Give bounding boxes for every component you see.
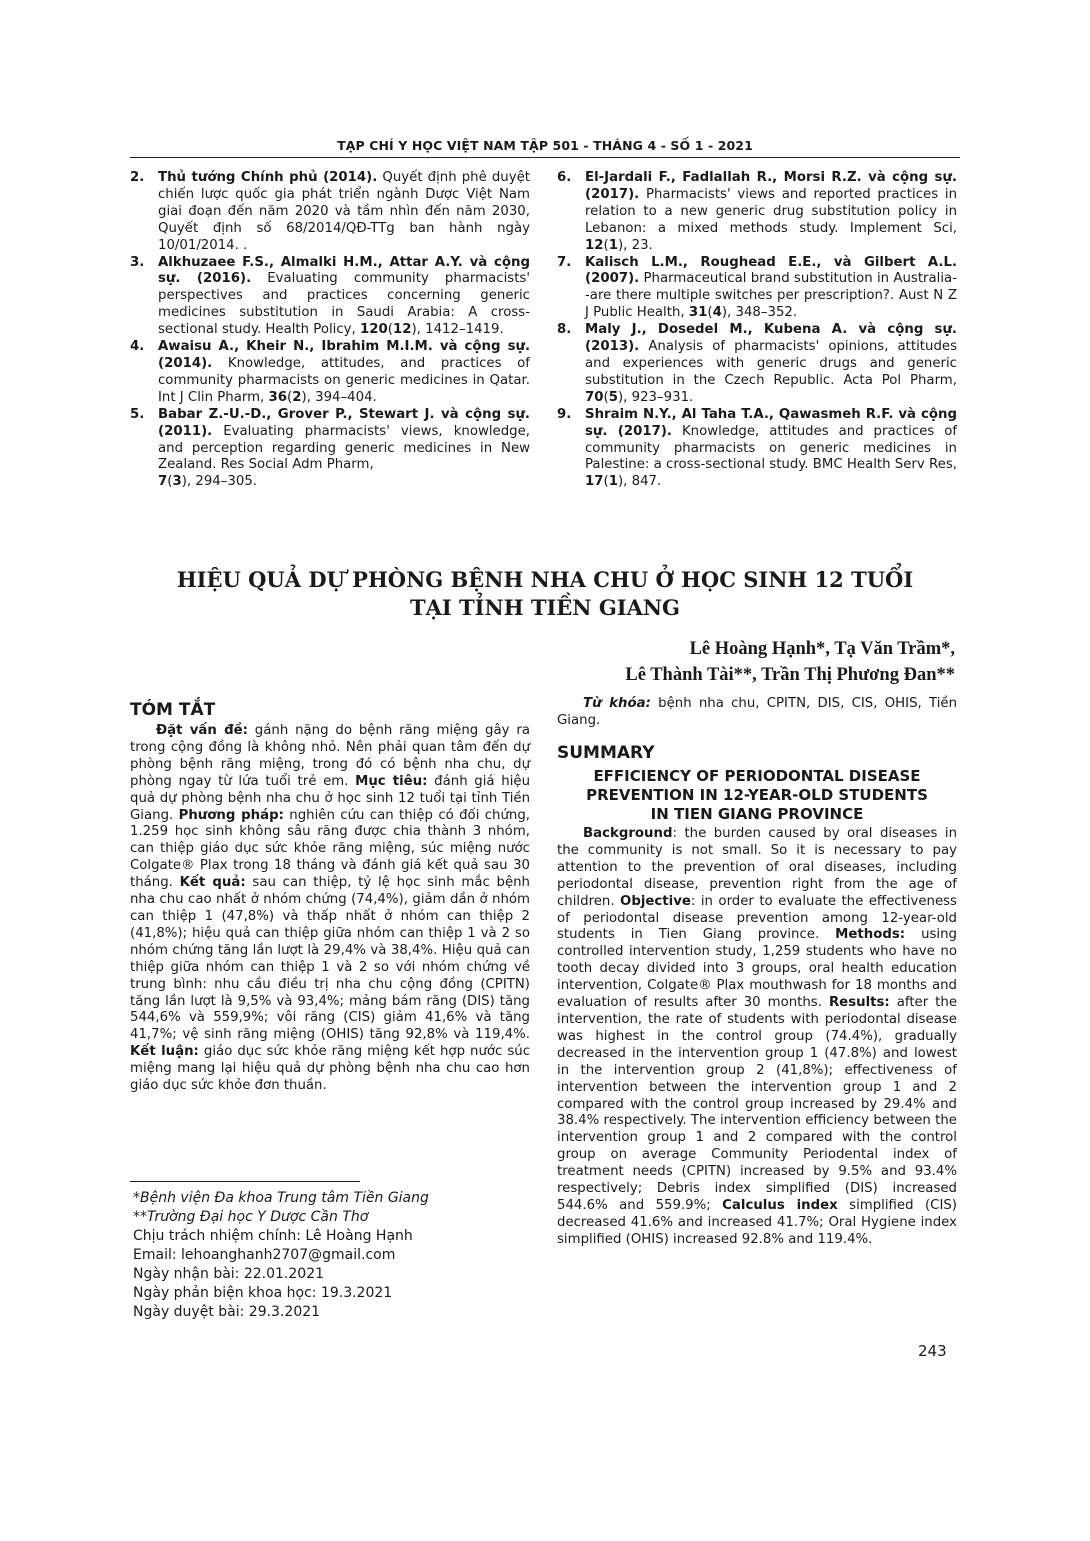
reference-text: Knowledge, attitudes and practices of community pharmacists on generic medicines in Palestine: a cross-sectional study. BMC Health Serv Res, <box>585 423 958 473</box>
summary-text: after the intervention, the rate of students with periodontal disease was highest in the control group (74.4%), gradually decreased in the intervention group 1 (47.8%) and lowest in the intervention group 2 (41,8%); effectiveness of intervention between the intervention group 1 and 2 compared with the control group increased by 29.4% and 38.4% respectively. The intervention efficiency between the intervention group 1 and 2 compared with the control group on average Community Periodental index of treatment needs (CPITN) increased by 9.5% and 93.4% respectively; Debris index simplified (DIS) increased 544.6% and 559.9%; <box>557 995 957 1213</box>
received-date: Ngày nhận bài: 22.01.2021 <box>133 1266 325 1282</box>
reference-number: 3. <box>130 254 145 270</box>
reference-number: 2. <box>130 170 145 185</box>
header-rule <box>130 157 960 158</box>
reference-issue: 3 <box>172 474 182 490</box>
reference-number: 7. <box>557 254 572 270</box>
reference-item: 6. El-Jardali F., Fadlallah R., Morsi R.Z. và cộng sự. (2017). Pharmacists' views and reported practices in relation to a new generic drug substitution policy in Lebanon: a mixed methods study. Implement Sci, 12(1), 23. <box>557 170 958 253</box>
article-title <box>140 566 950 622</box>
footnotes <box>133 1189 533 1322</box>
reference-text: Quyết định phê duyệt chiến lược quốc gia phát triển ngành Dược Việt Nam giai đoạn đến năm 2020 và tầm nhìn đến năm 2030, Quyết định số 68/2014/QĐ-TTg ban hành ngày 10/01/2014. . <box>158 170 530 253</box>
reference-volume: 36 <box>268 389 288 405</box>
article-title-line: TẠI TỈNH TIỀN GIANG <box>410 595 680 620</box>
reference-pages: ), 847. <box>617 474 662 490</box>
abstract-text: đánh giá hiệu quả dự phòng bệnh nha chu ở học sinh 12 tuổi tại tỉnh Tiền Giang. <box>130 773 530 823</box>
references-right <box>557 170 957 491</box>
reference-authors: Shraim N.Y., Al Taha T.A., Qawasmeh R.F. và cộng sự. (2017). <box>585 406 957 439</box>
reference-pages: ), 923–931. <box>617 389 694 405</box>
reference-issue: 4 <box>712 305 722 321</box>
accepted-date: Ngày duyệt bài: 29.3.2021 <box>133 1304 321 1320</box>
reference-text: Evaluating community pharmacists' perspectives and practices concerning generic medicines substitution in Saudi Arabia: A cross-sectional study. Health Policy, <box>158 271 530 338</box>
reference-number: 4. <box>130 339 145 355</box>
author-line: Lê Hoàng Hạnh*, Tạ Văn Trầm*, <box>689 639 955 659</box>
summary-text: : in order to evaluate the effectiveness of periodontal disease prevention among 12-year-old students in Tien Giang province. <box>557 893 957 943</box>
reference-item: 4. Awaisu A., Kheir N., Ibrahim M.I.M. và cộng sự. (2014). Knowledge, attitudes, and practices of community pharmacists on generic medicines in Qatar. Int J Clin Pharm, 36(2), 394–404. <box>130 339 530 405</box>
reference-authors: Awaisu A., Kheir N., Ibrahim M.I.M. và cộng sự. (2014). <box>158 339 530 371</box>
abstract-text: nghiên cứu can thiệp có đối chứng, 1.259 học sinh không sâu răng được chia thành 3 nhóm, can thiệp giáo dục sức khỏe răng miệng, súc miệng nước Colgate® Plax trong 18 tháng và đánh giá kết quả sau 30 tháng. <box>130 807 530 891</box>
abstract-text: gánh nặng do bệnh răng miệng gây ra trong cộng đồng là không nhỏ. Nên phải quan tâm đến dự phòng bệnh răng miệng, trong đó có bệnh nha chu, dự phòng ngay từ lứa tuổi trẻ em. <box>130 723 530 789</box>
affiliation-note: *Bệnh viện Đa khoa Trung tâm Tiền Giang <box>133 1190 429 1206</box>
summary-label: Objective <box>620 893 691 909</box>
abstract-label: Kết quả: <box>179 875 246 891</box>
reference-pages: ), 23. <box>617 237 653 253</box>
summary-label: Methods: <box>835 927 906 943</box>
reference-authors: Maly J., Dosedel M., Kubena A. và cộng sự. (2013). <box>585 322 957 355</box>
reference-item <box>130 170 530 255</box>
keywords-text: bệnh nha chu, CPITN, DIS, CIS, OHIS, Tiền Giang. <box>557 696 957 728</box>
reference-text: Pharmacists' views and reported practices in relation to a new generic drug substitution policy in Lebanon: a mixed methods study. Implement Sci, <box>585 186 958 236</box>
summary-paragraph <box>557 826 957 1249</box>
reference-issue: 12 <box>392 322 412 338</box>
review-date: Ngày phản biện khoa học: 19.3.2021 <box>133 1285 393 1301</box>
abstract-text: sau can thiệp, tỷ lệ học sinh mắc bệnh nha chu cao nhất ở nhóm chứng (74,4%), giảm dần ở nhóm can thiệp 1 (47,8%) và thấp nhất ở nhóm can thiệp 2 (41,8%); hiệu quả can thiệp giữa nhóm can thiệp 1 và 2 so nhóm chứng tăng lần lượt là 29,4% và 38,4%. Hiệu quả can thiệp giữa nhóm can thiệp 1 và 2 so với nhóm chứng về trung bình: nhu cầu điều trị nha chu cộng đồng (CPITN) tăng lần lượt là 9,5% và 93,4%; mảng bám răng (DIS) tăng 544,6% và 559,9%; vôi răng (CIS) giảm 41,6% và tăng 41,7%; vệ sinh răng miệng (OHIS) tăng 92,8% và 119,4%. <box>130 875 530 1043</box>
summary-title-line: IN TIEN GIANG PROVINCE <box>650 805 864 823</box>
summary-label: Background <box>583 826 673 841</box>
summary-text: simplified (CIS) decreased 41.6% and increased 41.7%; Oral Hygiene index simplified (OHIS) increased 92.8% and 119.4%. <box>557 1197 957 1247</box>
reference-issue: 1 <box>608 237 618 253</box>
reference-volume: 17 <box>585 474 604 490</box>
reference-volume: 120 <box>360 322 388 338</box>
abstract-body <box>130 723 530 1095</box>
email: Email: lehoanghanh2707@gmail.com <box>133 1247 396 1263</box>
reference-volume: 7 <box>158 474 168 490</box>
reference-text: Analysis of pharmacists' opinions, attitudes and experiences with generic drugs and generic substitution in the Czech Republic. Acta Pol Pharm, <box>585 339 957 388</box>
author-list <box>625 636 955 688</box>
summary-title-line: PREVENTION IN 12-YEAR-OLD STUDENTS <box>586 786 928 804</box>
abstract-text: giáo dục sức khỏe răng miệng kết hợp nước súc miệng mang lại hiệu quả dự phòng bệnh nha chu cao hơn giáo dục sức khỏe đơn thuần. <box>130 1044 531 1094</box>
article-title-line: HIỆU QUẢ DỰ PHÒNG BỆNH NHA CHU Ở HỌC SINH 12 TUỔI <box>176 567 914 592</box>
reference-issue: 5 <box>608 389 618 405</box>
keywords <box>557 696 957 730</box>
summary-heading: SUMMARY <box>557 743 655 763</box>
corresponding-author: Chịu trách nhiệm chính: Lê Hoàng Hạnh <box>133 1228 413 1244</box>
summary-text: : the burden caused by oral diseases in the community is not small. So it is necessary to pay attention to the prevention of oral diseases, including periodontal disease, prevention right from the age of children. <box>557 826 957 909</box>
reference-item: 9. Shraim N.Y., Al Taha T.A., Qawasmeh R.F. và cộng sự. (2017). Knowledge, attitudes and practices of community pharmacists on generic medicines in Palestine: a cross-sectional study. BMC Health Serv Res, 17(1), 847. <box>557 406 958 490</box>
page-number: 243 <box>918 1342 947 1360</box>
reference-text: Pharmaceutical brand substitution in Australia--are there multiple switches per prescription?. Aust N Z J Public Health, <box>585 271 957 321</box>
reference-item: 5. Babar Z.-U.-D., Grover P., Stewart J. và cộng sự. (2011). Evaluating pharmacists' views, knowledge, and perception regarding generic medicines in New Zealand. Res Social Adm Pharm, 7(3), 294–305. <box>130 406 530 490</box>
author-line: Lê Thành Tài**, Trần Thị Phương Đan** <box>625 665 955 685</box>
reference-issue: 2 <box>292 389 302 405</box>
reference-volume: 70 <box>585 389 604 405</box>
reference-authors: El-Jardali F., Fadlallah R., Morsi R.Z. và cộng sự. (2017). <box>585 170 957 202</box>
reference-number: 5. <box>130 406 145 422</box>
affiliation-note: **Trường Đại học Y Dược Cần Thơ <box>133 1209 369 1225</box>
abstract-label: Mục tiêu: <box>355 773 428 789</box>
reference-pages: ), 1412–1419. <box>411 322 504 338</box>
reference-number: 9. <box>557 406 572 422</box>
summary-title <box>557 767 957 824</box>
reference-number: 8. <box>557 322 572 338</box>
reference-volume: 12 <box>585 237 604 253</box>
summary-label: Results: <box>828 995 890 1011</box>
reference-text: Evaluating pharmacists' views, knowledge, and perception regarding generic medicines in New Zealand. Res Social Adm Pharm, <box>158 423 530 473</box>
footnote-rule <box>130 1181 360 1182</box>
reference-text: Knowledge, attitudes, and practices of community pharmacists on generic medicines in Qatar. Int J Clin Pharm, <box>158 355 530 405</box>
reference-item: 8. Maly J., Dosedel M., Kubena A. và cộng sự. (2013). Analysis of pharmacists' opinions, attitudes and experiences with generic drugs and generic substitution in the Czech Republic. Acta Pol Pharm, 70(5), 923–931. <box>557 322 957 405</box>
reference-authors: Kalisch L.M., Roughead E.E., và Gilbert A.L. (2007). <box>585 254 957 287</box>
reference-pages: ), 394–404. <box>301 389 377 405</box>
reference-item: 3. Alkhuzaee F.S., Almalki H.M., Attar A.Y. và cộng sự. (2016). Evaluating community pharmacists' perspectives and practices concerning generic medicines substitution in Saudi Arabia: A cross-sectional study. Health Policy, 120(12), 1412–1419. <box>130 254 530 338</box>
summary-body <box>557 826 957 1249</box>
reference-item: 7. Kalisch L.M., Roughead E.E., và Gilbert A.L. (2007). Pharmaceutical brand substitution in Australia--are there multiple switches per prescription?. Aust N Z J Public Health, 31(4), 348–352. <box>557 254 957 321</box>
reference-authors: Thủ tướng Chính phủ (2014). <box>158 170 378 185</box>
reference-volume: 31 <box>688 305 708 321</box>
abstract-heading: TÓM TẮT <box>130 700 216 720</box>
journal-header: TẠP CHÍ Y HỌC VIỆT NAM TẬP 501 - THÁNG 4 - SỐ 1 - 2021 <box>337 138 753 153</box>
summary-title-line: EFFICIENCY OF PERIODONTAL DISEASE <box>593 767 921 785</box>
summary-text: using controlled intervention study, 1,259 students who have no tooth decay divided into 3 groups, oral health education intervention, Colgate® Plax mouthwash for 18 months and evaluation of results after 30 months. <box>557 927 957 1011</box>
abstract-label: Kết luận: <box>130 1044 199 1060</box>
reference-authors: Alkhuzaee F.S., Almalki H.M., Attar A.Y. và cộng sự. (2016). <box>158 254 530 287</box>
summary-label: Calculus index <box>722 1197 838 1213</box>
reference-pages: ), 348–352. <box>721 305 798 321</box>
references-left <box>130 170 530 491</box>
reference-issue: 1 <box>608 474 618 490</box>
reference-authors: Babar Z.-U.-D., Grover P., Stewart J. và cộng sự. (2011). <box>158 406 530 439</box>
abstract-paragraph <box>130 723 530 1095</box>
abstract-label: Phương pháp: <box>178 807 284 823</box>
reference-pages: ), 294–305. <box>181 474 258 490</box>
keywords-label: Từ khóa: <box>583 696 651 711</box>
abstract-label: Đặt vấn đề: <box>156 723 248 738</box>
reference-number: 6. <box>557 170 572 185</box>
